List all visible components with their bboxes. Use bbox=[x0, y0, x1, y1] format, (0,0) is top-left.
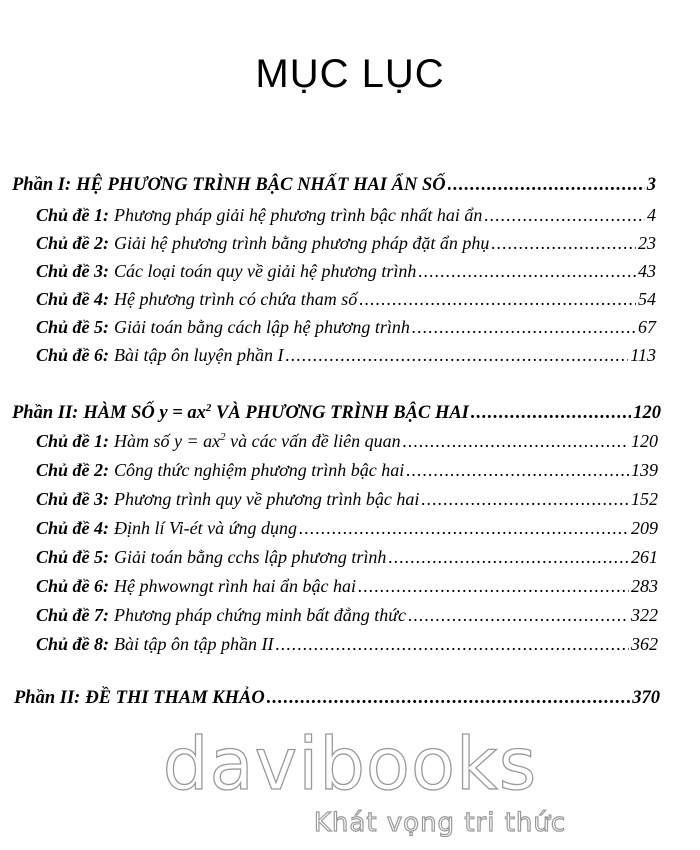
leader-dots bbox=[448, 175, 645, 196]
chapter-label: Chủ đề 7: bbox=[36, 605, 110, 625]
toc-chapter[interactable] bbox=[36, 634, 658, 655]
page-number: 113 bbox=[630, 345, 656, 365]
part-title: ĐỀ THI THAM KHẢO bbox=[85, 688, 265, 708]
part-title-start: HÀM SỐ y = ax bbox=[83, 403, 206, 424]
page-number: 67 bbox=[638, 317, 656, 337]
leader-dots bbox=[421, 489, 629, 510]
chapter-label: Chủ đề 2: bbox=[36, 460, 110, 480]
leader-dots bbox=[406, 460, 629, 481]
chapter-title: Giải toán bằng cách lập hệ phương trình bbox=[114, 317, 410, 337]
part-title-end: VÀ PHƯƠNG TRÌNH BẬC HAI bbox=[211, 403, 469, 424]
leader-dots bbox=[299, 518, 629, 539]
page-number: 362 bbox=[631, 634, 658, 654]
chapter-label: Chủ đề 5: bbox=[36, 317, 110, 337]
toc-chapter[interactable] bbox=[36, 518, 658, 539]
chapter-title-end: và các vấn đề liên quan bbox=[225, 431, 401, 451]
leader-dots bbox=[403, 431, 629, 452]
toc-chapter[interactable] bbox=[36, 489, 658, 510]
page-number: 3 bbox=[646, 175, 656, 195]
page-number: 120 bbox=[631, 431, 658, 451]
toc-chapter[interactable] bbox=[36, 345, 656, 366]
page-number: 283 bbox=[631, 576, 658, 596]
leader-dots bbox=[358, 576, 629, 597]
leader-dots bbox=[267, 688, 631, 709]
chapter-label: Chủ đề 5: bbox=[36, 547, 110, 567]
watermark-slogan: Khát vọng tri thức bbox=[313, 808, 567, 838]
chapter-title: Bài tập ôn tập phần II bbox=[114, 634, 274, 654]
page-number: 4 bbox=[647, 205, 656, 225]
chapter-title: Định lí Vi-ét và ứng dụng bbox=[114, 518, 297, 538]
leader-dots bbox=[418, 261, 636, 282]
toc-chapter[interactable] bbox=[36, 289, 656, 310]
page-number: 322 bbox=[631, 605, 658, 625]
toc-chapter[interactable] bbox=[36, 261, 656, 282]
chapter-title: Bài tập ôn luyện phần I bbox=[114, 345, 284, 365]
chapter-label: Chủ đề 1: bbox=[36, 205, 110, 225]
toc-chapter[interactable] bbox=[36, 605, 658, 626]
leader-dots bbox=[408, 605, 629, 626]
leader-dots bbox=[471, 403, 631, 424]
superscript: 2 bbox=[205, 402, 212, 414]
part-label: Phần I: bbox=[12, 175, 72, 195]
part-title: HỆ PHƯƠNG TRÌNH BẬC NHẤT HAI ẨN SỐ bbox=[76, 175, 446, 195]
part-title bbox=[83, 402, 469, 424]
leader-dots bbox=[359, 289, 636, 310]
chapter-title bbox=[114, 431, 401, 452]
chapter-title: Giải hệ phương trình bằng phương pháp đặt ẩn phụ bbox=[114, 233, 490, 253]
toc-chapter[interactable] bbox=[36, 317, 656, 338]
toc-chapter[interactable] bbox=[36, 576, 658, 597]
part-label: Phần II: bbox=[14, 688, 81, 708]
chapter-title: Phương pháp chứng minh bất đẳng thức bbox=[114, 605, 407, 625]
toc-chapter[interactable] bbox=[36, 205, 656, 226]
toc-part-2[interactable] bbox=[12, 402, 661, 424]
chapter-title: Hệ phwowngt rình hai ẩn bậc hai bbox=[114, 576, 357, 596]
page-number: 139 bbox=[631, 460, 658, 480]
toc-chapter[interactable] bbox=[36, 460, 658, 481]
chapter-label: Chủ đề 6: bbox=[36, 576, 110, 596]
page-number: 209 bbox=[631, 518, 658, 538]
page-number: 152 bbox=[631, 489, 658, 509]
chapter-title: Phương trình quy về phương trình bậc hai bbox=[114, 489, 420, 509]
toc-chapter[interactable] bbox=[36, 547, 658, 568]
page-number: 54 bbox=[638, 289, 656, 309]
leader-dots bbox=[388, 547, 629, 568]
leader-dots bbox=[412, 317, 636, 338]
chapter-title: Các loại toán quy về giải hệ phương trình bbox=[114, 261, 417, 281]
chapter-label: Chủ đề 1: bbox=[36, 431, 110, 451]
superscript: 2 bbox=[220, 431, 226, 443]
leader-dots bbox=[276, 634, 629, 655]
leader-dots bbox=[286, 345, 629, 366]
page-number: 120 bbox=[633, 403, 661, 424]
chapter-label: Chủ đề 6: bbox=[36, 345, 110, 365]
toc-part-1[interactable] bbox=[12, 175, 656, 196]
chapter-title: Hệ phương trình có chứa tham số bbox=[114, 289, 358, 309]
chapter-title: Công thức nghiệm phương trình bậc hai bbox=[114, 460, 405, 480]
chapter-title-start: Hàm số y = ax bbox=[114, 431, 221, 451]
part-label: Phần II: bbox=[12, 403, 79, 424]
page-number: 43 bbox=[638, 261, 656, 281]
page-number: 23 bbox=[638, 233, 656, 253]
toc-chapter[interactable] bbox=[36, 431, 658, 452]
chapter-title: Giải toán bằng cchs lập phương trình bbox=[114, 547, 387, 567]
toc-chapter[interactable] bbox=[36, 233, 656, 254]
watermark-brand: davibooks bbox=[162, 722, 538, 806]
toc-part-3[interactable] bbox=[14, 688, 660, 709]
chapter-label: Chủ đề 4: bbox=[36, 289, 110, 309]
page-number: 261 bbox=[631, 547, 658, 567]
chapter-label: Chủ đề 8: bbox=[36, 634, 110, 654]
chapter-label: Chủ đề 2: bbox=[36, 233, 110, 253]
chapter-label: Chủ đề 4: bbox=[36, 518, 110, 538]
chapter-title: Phương pháp giải hệ phương trình bậc nhất hai ẩn bbox=[114, 205, 483, 225]
page-title: MỤC LỤC bbox=[255, 52, 445, 96]
leader-dots bbox=[491, 233, 636, 254]
leader-dots bbox=[484, 205, 645, 226]
page-number: 370 bbox=[632, 688, 660, 708]
chapter-label: Chủ đề 3: bbox=[36, 261, 110, 281]
chapter-label: Chủ đề 3: bbox=[36, 489, 110, 509]
